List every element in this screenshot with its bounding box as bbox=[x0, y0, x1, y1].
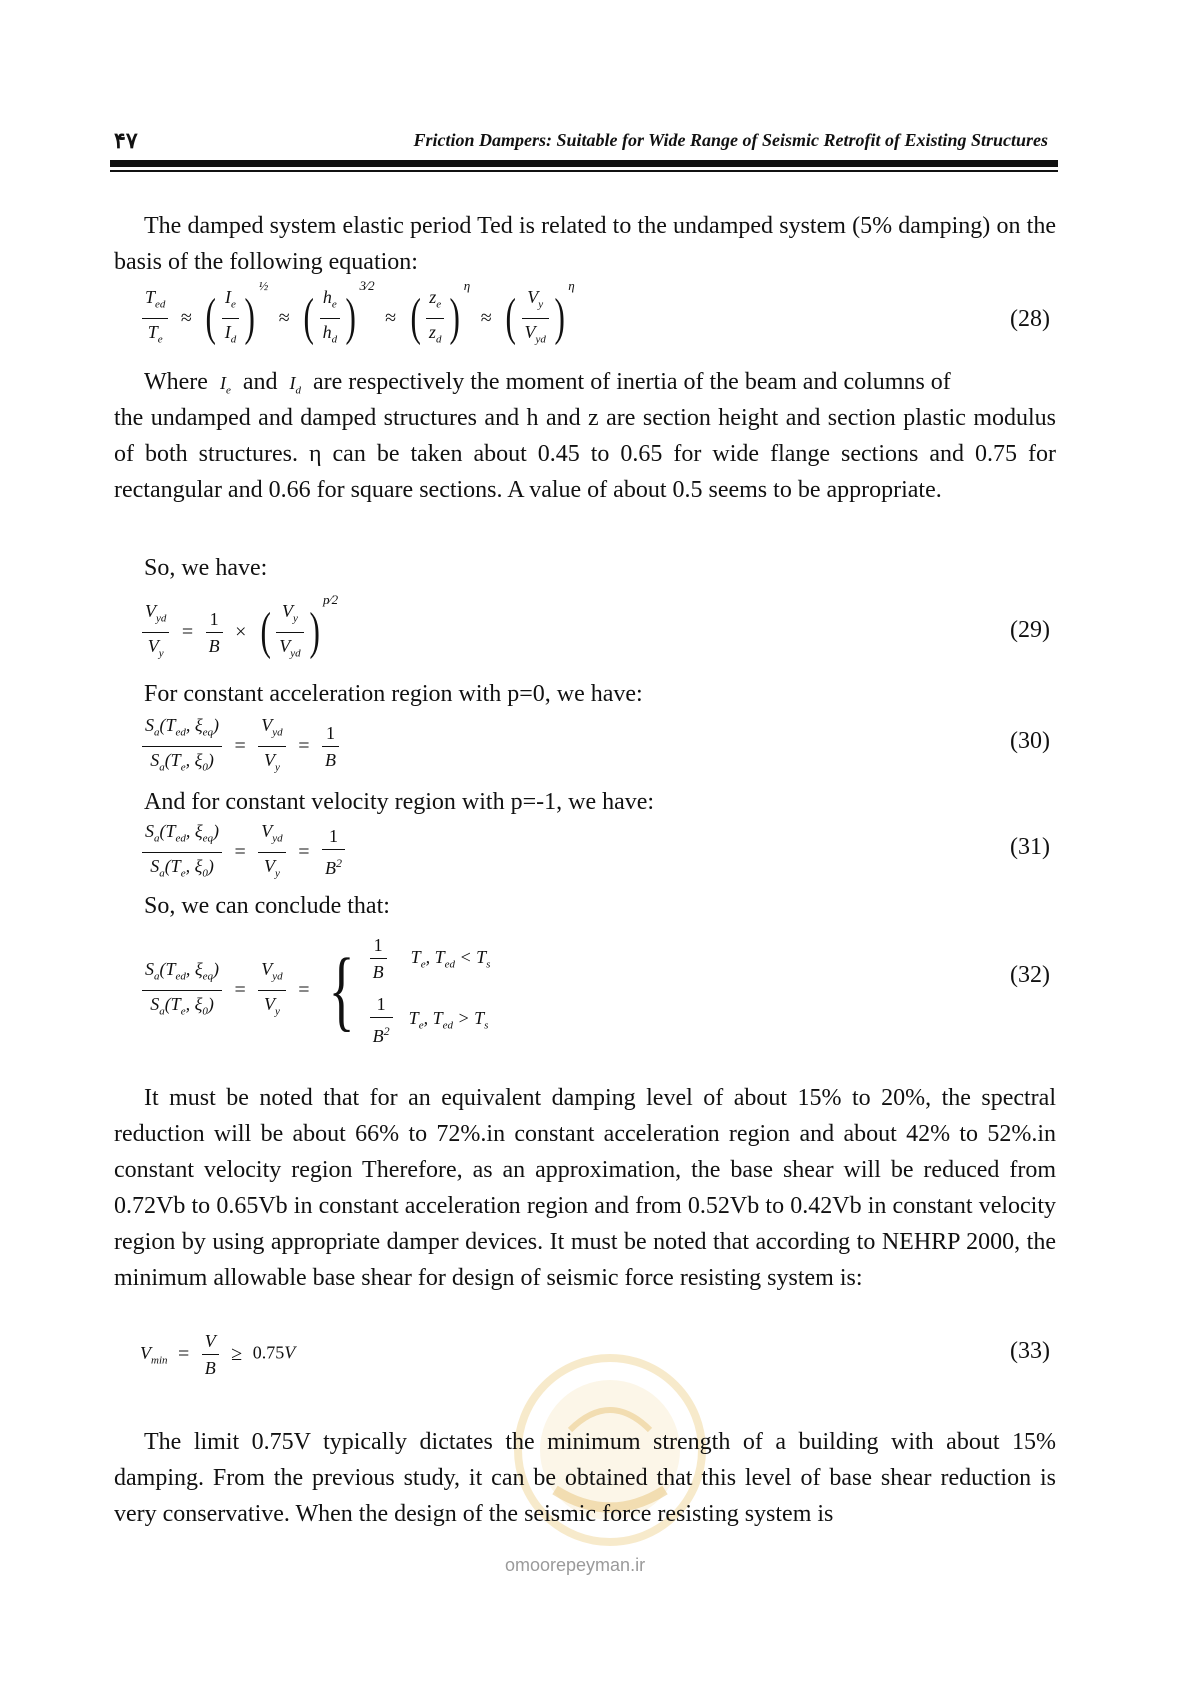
header-rule bbox=[110, 160, 1058, 167]
text-so-we-have: So, we have: bbox=[144, 555, 268, 581]
equation-31: $\frac{S_a(T_{ed}, \xi_{eq})}{S_a(T_e, \xi_0)}$ = $\frac{V_{yd}}{V_y}$ = $\frac{1}{B^2}$ bbox=[140, 818, 347, 886]
paragraph-limit: The limit 0.75V typically dictates the minimum strength of a building with about 15% damping. From the previous study, it can be obtained that this level of base shear reduction is very conservative. When the design of the seismic force resisting system is bbox=[114, 1429, 1056, 1527]
equation-28: $\frac{T_{ed}}{T_e}$ ≈ ( $\frac{I_e}{I_d}$ )½ ≈ ( $\frac{h_e}{h_d}$ )3⁄2 ≈ ( $\frac{z_e}{z_d}$ )η ≈ ( $\frac{V_y}{V_{yd}}$ )η bbox=[140, 284, 575, 352]
equation-number-30: (30) bbox=[1010, 728, 1050, 754]
text-where: Where bbox=[144, 369, 208, 395]
equation-number-28: (28) bbox=[1010, 306, 1050, 332]
equation-29: $\frac{V_{yd}}{V_y}$ = $\frac{1}{B}$ × ( $\frac{V_y}{V_{yd}}$ )p⁄2 bbox=[140, 598, 338, 666]
text-conclude: So, we can conclude that: bbox=[144, 893, 390, 919]
watermark-site: omoorepeyman.ir bbox=[505, 1555, 646, 1575]
equation-30: $\frac{S_a(T_{ed}, \xi_{eq})}{S_a(T_e, \xi_0)}$ = $\frac{V_{yd}}{V_y}$ = $\frac{1}{B}$ bbox=[140, 712, 341, 780]
paragraph-spectral-reduction: It must be noted that for an equivalent damping level of about 15% to 20%, the spectral reduction will be about 66% to 72%.in constant acceleration region and about 42% to 52%.in constant velocity region Therefore, as an approximation, the base shear will be reduced from 0.72Vb to 0.65Vb in constant acceleration region and from 0.52Vb to 0.42Vb in constant velocity region by using appropriate damper devices. It must be noted that according to NEHRP 2000, the minimum allowable base shear for design of seismic force resisting system is: bbox=[114, 1085, 1056, 1291]
running-title: Friction Dampers: Suitable for Wide Range of Seismic Retrofit of Existing Structures bbox=[413, 130, 1048, 150]
text-where-rest: are respectively the moment of inertia of the beam and columns of bbox=[313, 369, 951, 395]
equation-number-31: (31) bbox=[1010, 834, 1050, 860]
text-constant-acceleration: For constant acceleration region with p=0, we have: bbox=[144, 681, 643, 707]
paragraph-where-line1: Where $I_e$ and $I_d$ are respectively the moment of inertia of the beam and columns of bbox=[144, 369, 951, 397]
header-rule-thin bbox=[110, 170, 1058, 172]
page-header bbox=[110, 128, 1058, 164]
text-constant-velocity: And for constant velocity region with p=-1, we have: bbox=[144, 789, 655, 815]
equation-number-33: (33) bbox=[1010, 1338, 1050, 1364]
equation-number-32: (32) bbox=[1010, 962, 1050, 988]
equation-33: $V_{min}$ = $\frac{V}{B}$ ≥ 0.75V bbox=[140, 1328, 295, 1381]
equation-number-29: (29) bbox=[1010, 617, 1050, 643]
equation-32: $\frac{S_a(T_{ed}, \xi_{eq})}{S_a(T_e, \xi_0)}$ = $\frac{V_{yd}}{V_y}$ = { $\frac{1}{B}$ $T_e$, $T_{ed} < T_s$ $\frac{1}{B^2}$ $T_e$, $T_{ed} > T_s$ bbox=[140, 932, 490, 1049]
paragraph-intro: The damped system elastic period Ted is related to the undamped system (5% damping) on the basis of the following equation: bbox=[114, 213, 1056, 275]
page-number: ۴۷ bbox=[114, 128, 138, 153]
paragraph-where-rest: the undamped and damped structures and h and z are section height and section plastic modulus of both structures. η can be taken about 0.45 to 0.65 for wide flange sections and 0.75 for rectangular and 0.66 for square sections. A value of about 0.5 seems to be appropriate. bbox=[114, 405, 1056, 503]
text-and: and bbox=[242, 369, 278, 395]
